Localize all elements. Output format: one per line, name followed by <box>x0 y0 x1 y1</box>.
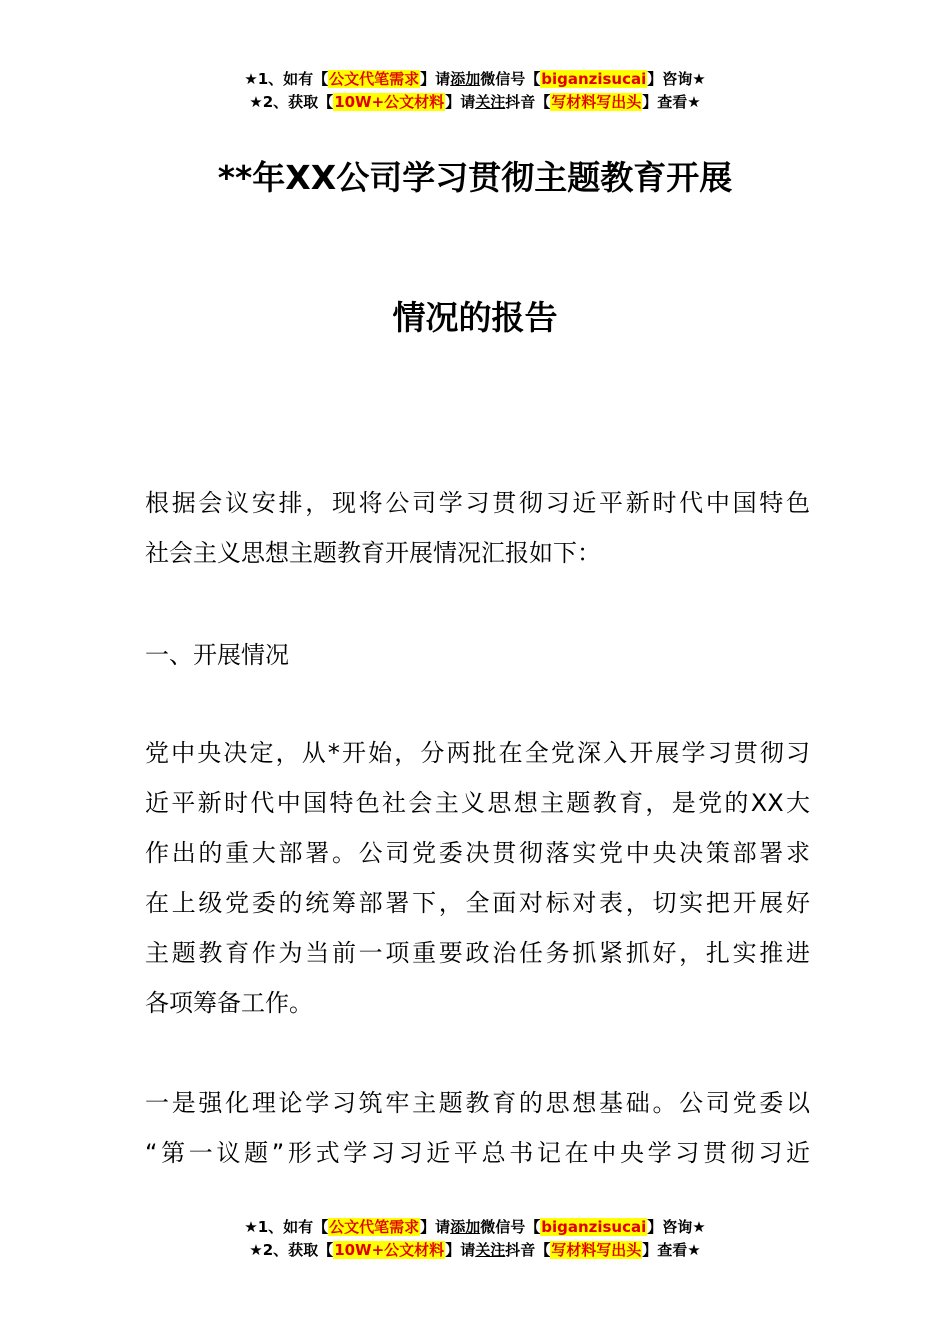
banner-text: 微信号【 <box>480 1218 541 1236</box>
paragraph-line: 作出的重大部署。公司党委决贯彻落实党中央决策部署求 <box>145 839 810 867</box>
banner-underlined: 添加 <box>450 70 481 88</box>
header-banner <box>0 68 950 114</box>
paragraph-line: 在上级党委的统筹部署下，全面对标对表，切实把开展好 <box>145 889 810 917</box>
paragraph-line: 一是强化理论学习筑牢主题教育的思想基础。公司党委以 <box>145 1089 810 1117</box>
banner-text: 】请 <box>420 70 451 88</box>
paragraph-line: 党中央决定，从*开始，分两批在全党深入开展学习贯彻习 <box>145 739 810 767</box>
paragraph-line: 近平新时代中国特色社会主义思想主题教育，是党的XX大 <box>145 789 810 817</box>
banner-text: 】查看★ <box>642 1241 701 1259</box>
footer-banner <box>0 1216 950 1262</box>
banner-highlight: 10W+公文材料 <box>334 1241 445 1259</box>
paragraph-line: 根据会议安排，现将公司学习贯彻习近平新时代中国特色 <box>145 489 810 517</box>
paragraph-line: 主题教育作为当前一项重要政治任务抓紧抓好，扎实推进 <box>145 939 810 967</box>
paragraph-theory-study <box>145 1078 810 1178</box>
paragraph-line: “第一议题”形式学习习近平总书记在中央学习贯彻习近 <box>145 1139 810 1167</box>
banner-underlined: 关注 <box>475 93 506 111</box>
banner-text: 抖音【 <box>505 1241 551 1259</box>
paragraph-line: 各项筹备工作。 <box>145 989 313 1017</box>
banner-text: 】请 <box>445 1241 476 1259</box>
banner-text: 】咨询★ <box>647 1218 706 1236</box>
document-title-line-2: 情况的报告 <box>392 298 558 337</box>
section-heading <box>145 630 810 680</box>
banner-highlight: 10W+公文材料 <box>334 93 445 111</box>
banner-text: ★1、如有【 <box>244 1218 329 1236</box>
paragraph-background <box>145 728 810 1028</box>
banner-line-2 <box>0 1239 950 1262</box>
banner-douyin-id: 写材料写出头 <box>551 1241 642 1259</box>
banner-line-1 <box>0 68 950 91</box>
banner-text: 】查看★ <box>642 93 701 111</box>
banner-douyin-id: 写材料写出头 <box>551 93 642 111</box>
banner-text: 】咨询★ <box>647 70 706 88</box>
banner-highlight: 公文代笔需求 <box>329 70 420 88</box>
banner-wechat-id: biganzisucai <box>541 70 647 88</box>
banner-text: 抖音【 <box>505 93 551 111</box>
banner-highlight: 公文代笔需求 <box>329 1218 420 1236</box>
banner-line-1 <box>0 1216 950 1239</box>
banner-line-2 <box>0 91 950 114</box>
paragraph-line: 社会主义思想主题教育开展情况汇报如下： <box>145 539 601 567</box>
banner-text: ★2、获取【 <box>249 1241 334 1259</box>
banner-text: 】请 <box>445 93 476 111</box>
banner-underlined: 添加 <box>450 1218 481 1236</box>
banner-text: ★1、如有【 <box>244 70 329 88</box>
banner-underlined: 关注 <box>475 1241 506 1259</box>
banner-wechat-id: biganzisucai <box>541 1218 647 1236</box>
banner-text: 】请 <box>420 1218 451 1236</box>
section-heading-text: 一、开展情况 <box>145 641 289 669</box>
document-title-line-1: **年XX公司学习贯彻主题教育开展 <box>217 158 733 197</box>
paragraph-intro <box>145 478 810 578</box>
banner-text: ★2、获取【 <box>249 93 334 111</box>
banner-text: 微信号【 <box>480 70 541 88</box>
